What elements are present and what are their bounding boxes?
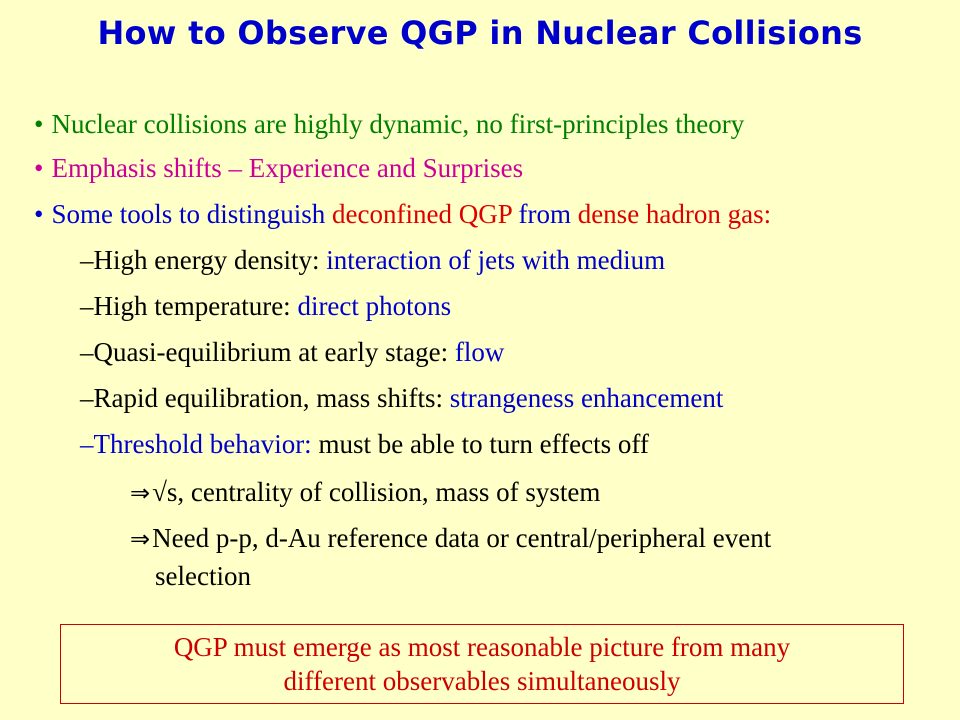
subitem-label: Quasi-equilibrium at early stage: bbox=[93, 337, 455, 367]
implies-arrow-icon: ⇒ bbox=[130, 479, 151, 507]
dash-marker: – bbox=[80, 245, 94, 275]
bullet-tools-to-distinguish bbox=[34, 198, 771, 230]
bullet-text-part: from bbox=[511, 199, 578, 229]
conclusion-line-2: different observables simultaneously bbox=[283, 666, 681, 696]
bullet-text: Emphasis shifts – Experience and Surprises bbox=[51, 153, 524, 183]
subitem-quasi-equilibrium bbox=[80, 336, 504, 368]
bullet-nuclear-collisions bbox=[34, 108, 744, 140]
dash-marker: – bbox=[80, 337, 94, 367]
dash-marker: – bbox=[80, 383, 94, 413]
bullet-text-part: Some tools to distinguish bbox=[51, 199, 332, 229]
deconfined-qgp-text: deconfined QGP bbox=[332, 199, 512, 229]
dash-marker: – bbox=[80, 429, 94, 459]
subitem-detail: must be able to turn effects off bbox=[318, 429, 649, 459]
bullet-marker: • bbox=[34, 153, 44, 183]
slide-title: How to Observe QGP in Nuclear Collisions bbox=[97, 14, 863, 52]
dense-hadron-gas-text: dense hadron gas: bbox=[577, 199, 772, 229]
subitem-label: High temperature: bbox=[93, 291, 298, 321]
implication-text: √s, centrality of collision, mass of system bbox=[152, 477, 601, 507]
subitem-energy-density bbox=[80, 244, 665, 276]
dash-marker: – bbox=[80, 291, 94, 321]
conclusion-box bbox=[60, 624, 904, 704]
subitem-detail: direct photons bbox=[297, 291, 452, 321]
bullet-text: Nuclear collisions are highly dynamic, no first-principles theory bbox=[51, 109, 745, 139]
subitem-detail: interaction of jets with medium bbox=[326, 245, 666, 275]
subitem-label: High energy density: bbox=[93, 245, 327, 275]
implication-sqrt-s bbox=[130, 476, 600, 509]
subitem-label: Rapid equilibration, mass shifts: bbox=[93, 383, 450, 413]
implies-arrow-icon: ⇒ bbox=[130, 525, 151, 553]
bullet-marker: • bbox=[34, 109, 44, 139]
conclusion-line-1: QGP must emerge as most reasonable picture from many bbox=[173, 632, 791, 662]
bullet-marker: • bbox=[34, 199, 44, 229]
bullet-emphasis-shifts bbox=[34, 152, 523, 184]
implication-continuation: selection bbox=[155, 561, 251, 591]
subitem-detail: flow bbox=[454, 337, 505, 367]
implication-reference-data bbox=[130, 522, 771, 555]
implication-text: Need p-p, d-Au reference data or central/peripheral event bbox=[152, 523, 772, 553]
subitem-threshold-behavior bbox=[80, 428, 649, 460]
subitem-rapid-equilibration bbox=[80, 382, 723, 414]
subitem-temperature bbox=[80, 290, 451, 322]
subitem-detail: strangeness enhancement bbox=[449, 383, 724, 413]
subitem-label: Threshold behavior: bbox=[93, 429, 319, 459]
